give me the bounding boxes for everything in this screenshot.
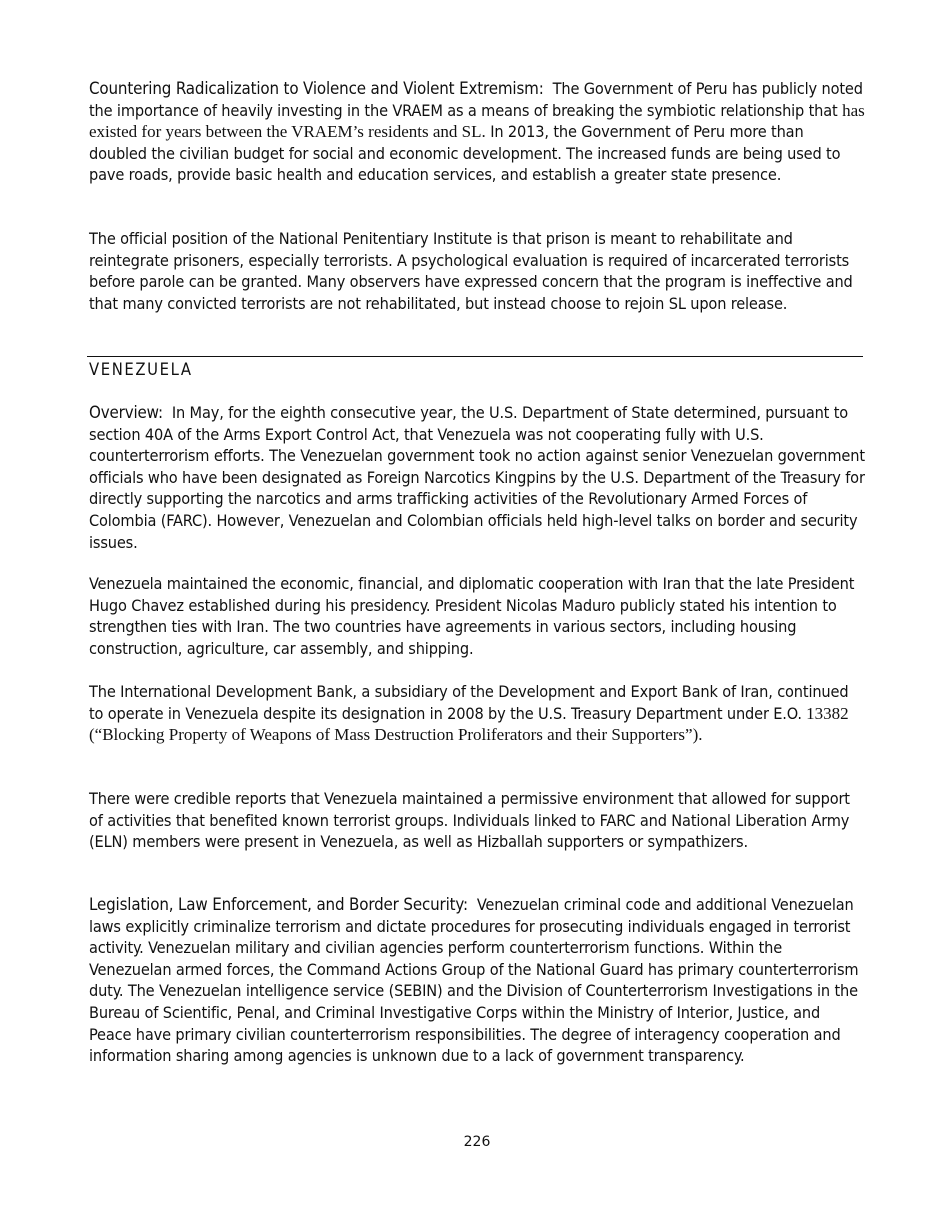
- radicalization-text-c: In 2013, the Government of Peru more than doubled the civilian budget for social and economic development. The increased funds are being used to pave roads, provide basic health and education services, and establish a greater state presence.: [89, 122, 841, 185]
- venezuela-iran-paragraph: Venezuela maintained the economic, financial, and diplomatic cooperation with Iran that the late President Hugo Chavez established during his presidency. President Nicolas Maduro publicly stated his intention to strengthen ties with Iran. The two countries have agreements in various sectors, including housing construction, agriculture, car assembly, and shipping.: [89, 574, 855, 658]
- legislation-text: Venezuelan criminal code and additional Venezuelan laws explicitly criminalize terrorism and dictate procedures for prosecuting individuals engaged in terrorist activity. Venezuelan military and civilian agencies perform counterterrorism functions. Within the Venezuelan armed forces, the Command Actions Group of the National Guard has primary counterterrorism duty. The Venezuelan intelligence service (SEBIN) and the Division of Counterterrorism Investigations in the Bureau of Scientific, Penal, and Criminal Investigative Corps within the Ministry of Interior, Justice, and Peace have primary civilian counterterrorism responsibilities. The degree of interagency cooperation and information sharing among agencies is unknown due to a lack of government transparency.: [89, 895, 859, 1066]
- section-title-venezuela: VENEZUELA: [89, 360, 193, 379]
- venezuela-legislation-paragraph: [89, 894, 865, 1067]
- overview-text: In May, for the eighth consecutive year, the U.S. Department of State determined, pursuant to section 40A of the Arms Export Control Act, that Venezuela was not cooperating fully with U.S. counterterrorism efforts. The Venezuelan government took no action against senior Venezuelan government officials who have been designated as Foreign Narcotics Kingpins by the U.S. Department of the Treasury for directly supporting the narcotics and arms trafficking activities of the Revolutionary Armed Forces of Colombia (FARC). However, Venezuelan and Colombian officials held high-level talks on border and security issues.: [89, 403, 865, 552]
- radicalization-heading: Countering Radicalization to Violence and Violent Extremism:: [89, 78, 544, 98]
- venezuela-overview-paragraph: [89, 402, 865, 553]
- radicalization-text-a: The Government of Peru has publicly noted the importance of heavily investing in the VRAEM as a means of breaking the symbiotic relationship that: [89, 79, 863, 120]
- venezuela-bank-paragraph: [89, 681, 865, 746]
- peru-prison-paragraph: The official position of the National Penitentiary Institute is that prison is meant to rehabilitate and reintegrate prisoners, especially terrorists. A psychological evaluation is required of incarcerated terrorists before parole can be granted. Many observers have expressed concern that the program is ineffective and that many convicted terrorists are not rehabilitated, but instead choose to rejoin SL upon release.: [89, 229, 853, 313]
- document-page: [89, 0, 865, 1230]
- page-number: 226: [463, 1134, 491, 1150]
- peru-radicalization-paragraph: [89, 78, 865, 186]
- bank-text-b: 13382 (“Blocking Property of Weapons of Mass Destruction Proliferators and their Supporters”).: [89, 703, 849, 745]
- legislation-heading: Legislation, Law Enforcement, and Border Security:: [89, 894, 468, 914]
- overview-heading: Overview:: [89, 402, 163, 422]
- venezuela-credible-reports-paragraph: There were credible reports that Venezuela maintained a permissive environment that allowed for support of activities that benefited known terrorist groups. Individuals linked to FARC and National Liberation Army (ELN) members were present in Venezuela, as well as Hizballah supporters or sympathizers.: [89, 789, 850, 852]
- radicalization-text-b: has existed for years between the VRAEM’s residents and SL.: [89, 100, 865, 142]
- section-divider: [87, 356, 863, 357]
- bank-text-a: The International Development Bank, a subsidiary of the Development and Export Bank of Iran, continued to operate in Venezuela despite its designation in 2008 by the U.S. Treasury Department under E.O.: [89, 682, 849, 723]
